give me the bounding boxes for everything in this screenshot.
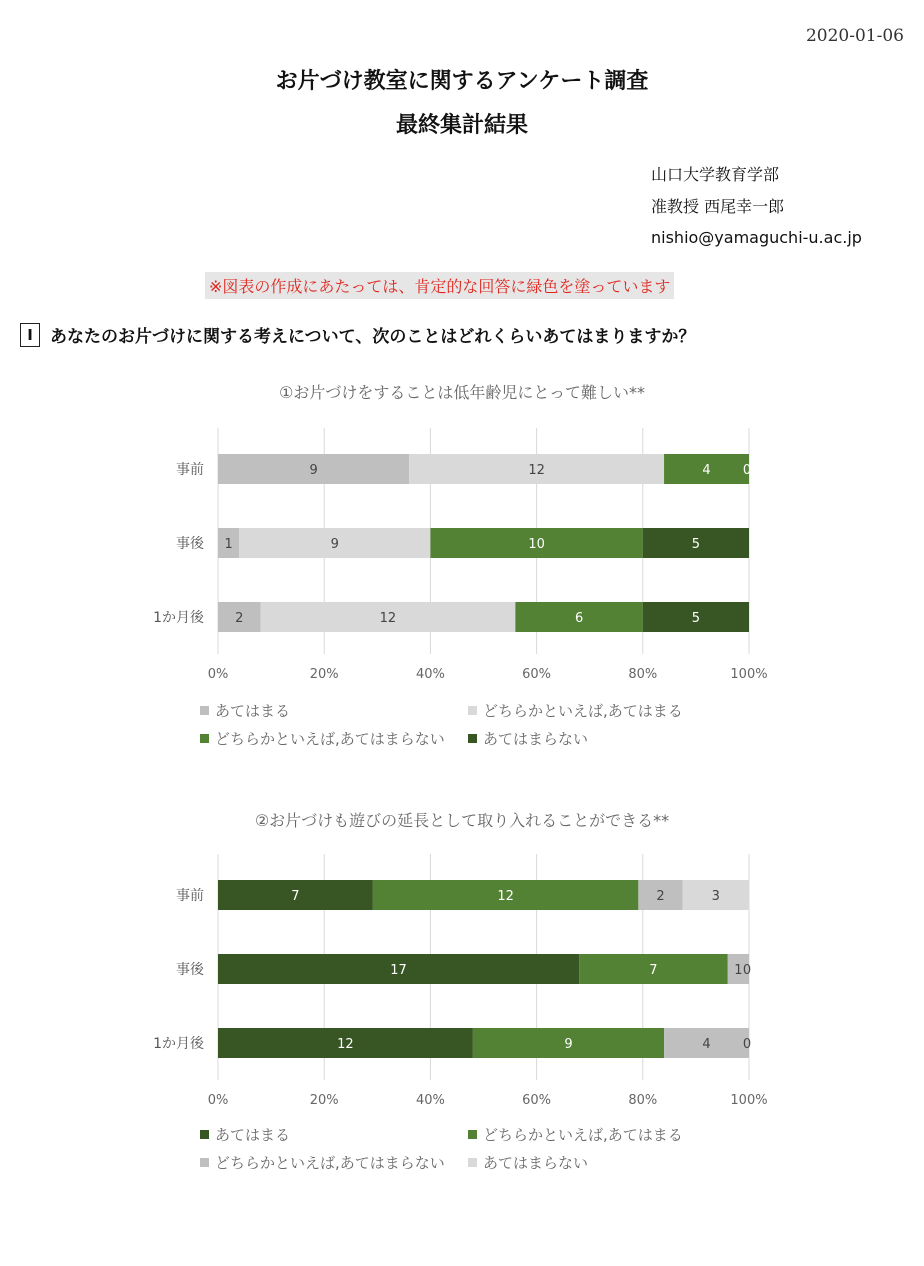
- data-label: 10: [528, 537, 545, 552]
- chart1-legend: [200, 700, 760, 760]
- chart2-title: ②お片づけも遊びの延長として取り入れることができる**: [254, 811, 670, 830]
- data-label: 1: [734, 963, 743, 978]
- author-email: nishio@yamaguchi-u.ac.jp: [651, 228, 862, 247]
- data-label: 17: [390, 963, 407, 978]
- author-affiliation: 山口大学教育学部: [651, 165, 780, 184]
- chart2-legend: [200, 1124, 760, 1184]
- legend-label: どちらかといえば,あてはまる: [483, 1126, 683, 1144]
- data-label: 5: [691, 537, 701, 552]
- data-label: 4: [702, 1037, 711, 1052]
- legend-swatch: [468, 1130, 477, 1139]
- legend-swatch: [200, 706, 209, 715]
- author-name: 准教授 西尾幸一郎: [651, 197, 785, 216]
- data-label: 0: [742, 1037, 752, 1052]
- category-label: 事後: [176, 962, 204, 978]
- data-label: 9: [330, 537, 339, 552]
- legend-item: [200, 700, 290, 721]
- chart2: [0, 846, 924, 1266]
- legend-item: [200, 1152, 445, 1173]
- legend-item: [468, 728, 588, 749]
- data-label: 12: [379, 611, 397, 626]
- data-label: 5: [691, 611, 701, 626]
- legend-swatch: [468, 1158, 477, 1167]
- legend-label: あてはまる: [215, 702, 291, 720]
- data-label: 0: [742, 963, 752, 978]
- legend-label: どちらかといえば,あてはまらない: [215, 730, 445, 748]
- x-tick-label: 100%: [730, 667, 768, 682]
- legend-label: あてはまらない: [483, 1154, 589, 1172]
- section-heading: [20, 322, 695, 347]
- data-label: 9: [564, 1037, 573, 1052]
- legend-label: あてはまる: [215, 1126, 291, 1144]
- data-label: 7: [649, 963, 658, 978]
- data-label: 9: [309, 463, 318, 478]
- legend-swatch: [468, 706, 477, 715]
- legend-swatch: [468, 734, 477, 743]
- chart2-svg: [0, 846, 924, 1126]
- report-title: お片づけ教室に関するアンケート調査: [275, 69, 649, 94]
- data-label: 12: [337, 1037, 354, 1052]
- x-tick-label: 60%: [522, 667, 552, 682]
- color-notice: ※図表の作成にあたっては、肯定的な回答に緑色を塗っています: [205, 272, 674, 299]
- category-label: 1か月後: [153, 1036, 204, 1052]
- category-label: 事前: [176, 462, 204, 478]
- legend-label: あてはまらない: [483, 730, 589, 748]
- x-tick-label: 0%: [207, 1093, 229, 1108]
- data-label: 3: [711, 889, 720, 904]
- section-question: あなたのお片づけに関する考えについて、次のことはどれくらいあてはまりますか？: [50, 327, 696, 347]
- report-date: 2020-01-06: [805, 26, 904, 46]
- x-tick-label: 40%: [415, 667, 445, 682]
- data-label: 0: [742, 463, 752, 478]
- x-tick-label: 20%: [309, 1093, 339, 1108]
- data-label: 4: [702, 463, 711, 478]
- legend-label: どちらかといえば,あてはまらない: [215, 1154, 445, 1172]
- x-tick-label: 80%: [628, 1093, 658, 1108]
- legend-swatch: [200, 1130, 209, 1139]
- chart1: [0, 420, 924, 840]
- x-tick-label: 20%: [309, 667, 339, 682]
- x-tick-label: 80%: [628, 667, 658, 682]
- legend-item: [200, 728, 445, 749]
- legend-item: [200, 1124, 290, 1145]
- data-label: 6: [574, 611, 584, 626]
- x-tick-label: 60%: [522, 1093, 552, 1108]
- x-tick-label: 100%: [730, 1093, 768, 1108]
- legend-label: どちらかといえば,あてはまる: [483, 702, 683, 720]
- x-tick-label: 0%: [207, 667, 229, 682]
- chart1-svg: [0, 420, 924, 700]
- data-label: 12: [497, 889, 514, 904]
- legend-item: [468, 1124, 683, 1145]
- legend-item: [468, 700, 683, 721]
- legend-item: [468, 1152, 588, 1173]
- report-subtitle: 最終集計結果: [395, 113, 528, 138]
- category-label: 事後: [176, 536, 204, 552]
- data-label: 2: [656, 889, 665, 904]
- legend-swatch: [200, 1158, 209, 1167]
- x-tick-label: 40%: [415, 1093, 445, 1108]
- category-label: 1か月後: [153, 610, 204, 626]
- chart1-title: ①お片づけをすることは低年齢児にとって難しい**: [278, 383, 646, 402]
- legend-swatch: [200, 734, 209, 743]
- data-label: 2: [235, 611, 244, 626]
- category-label: 事前: [176, 888, 204, 904]
- section-number: Ⅰ: [20, 323, 40, 347]
- data-label: 7: [291, 889, 300, 904]
- data-label: 1: [224, 537, 233, 552]
- data-label: 12: [528, 463, 545, 478]
